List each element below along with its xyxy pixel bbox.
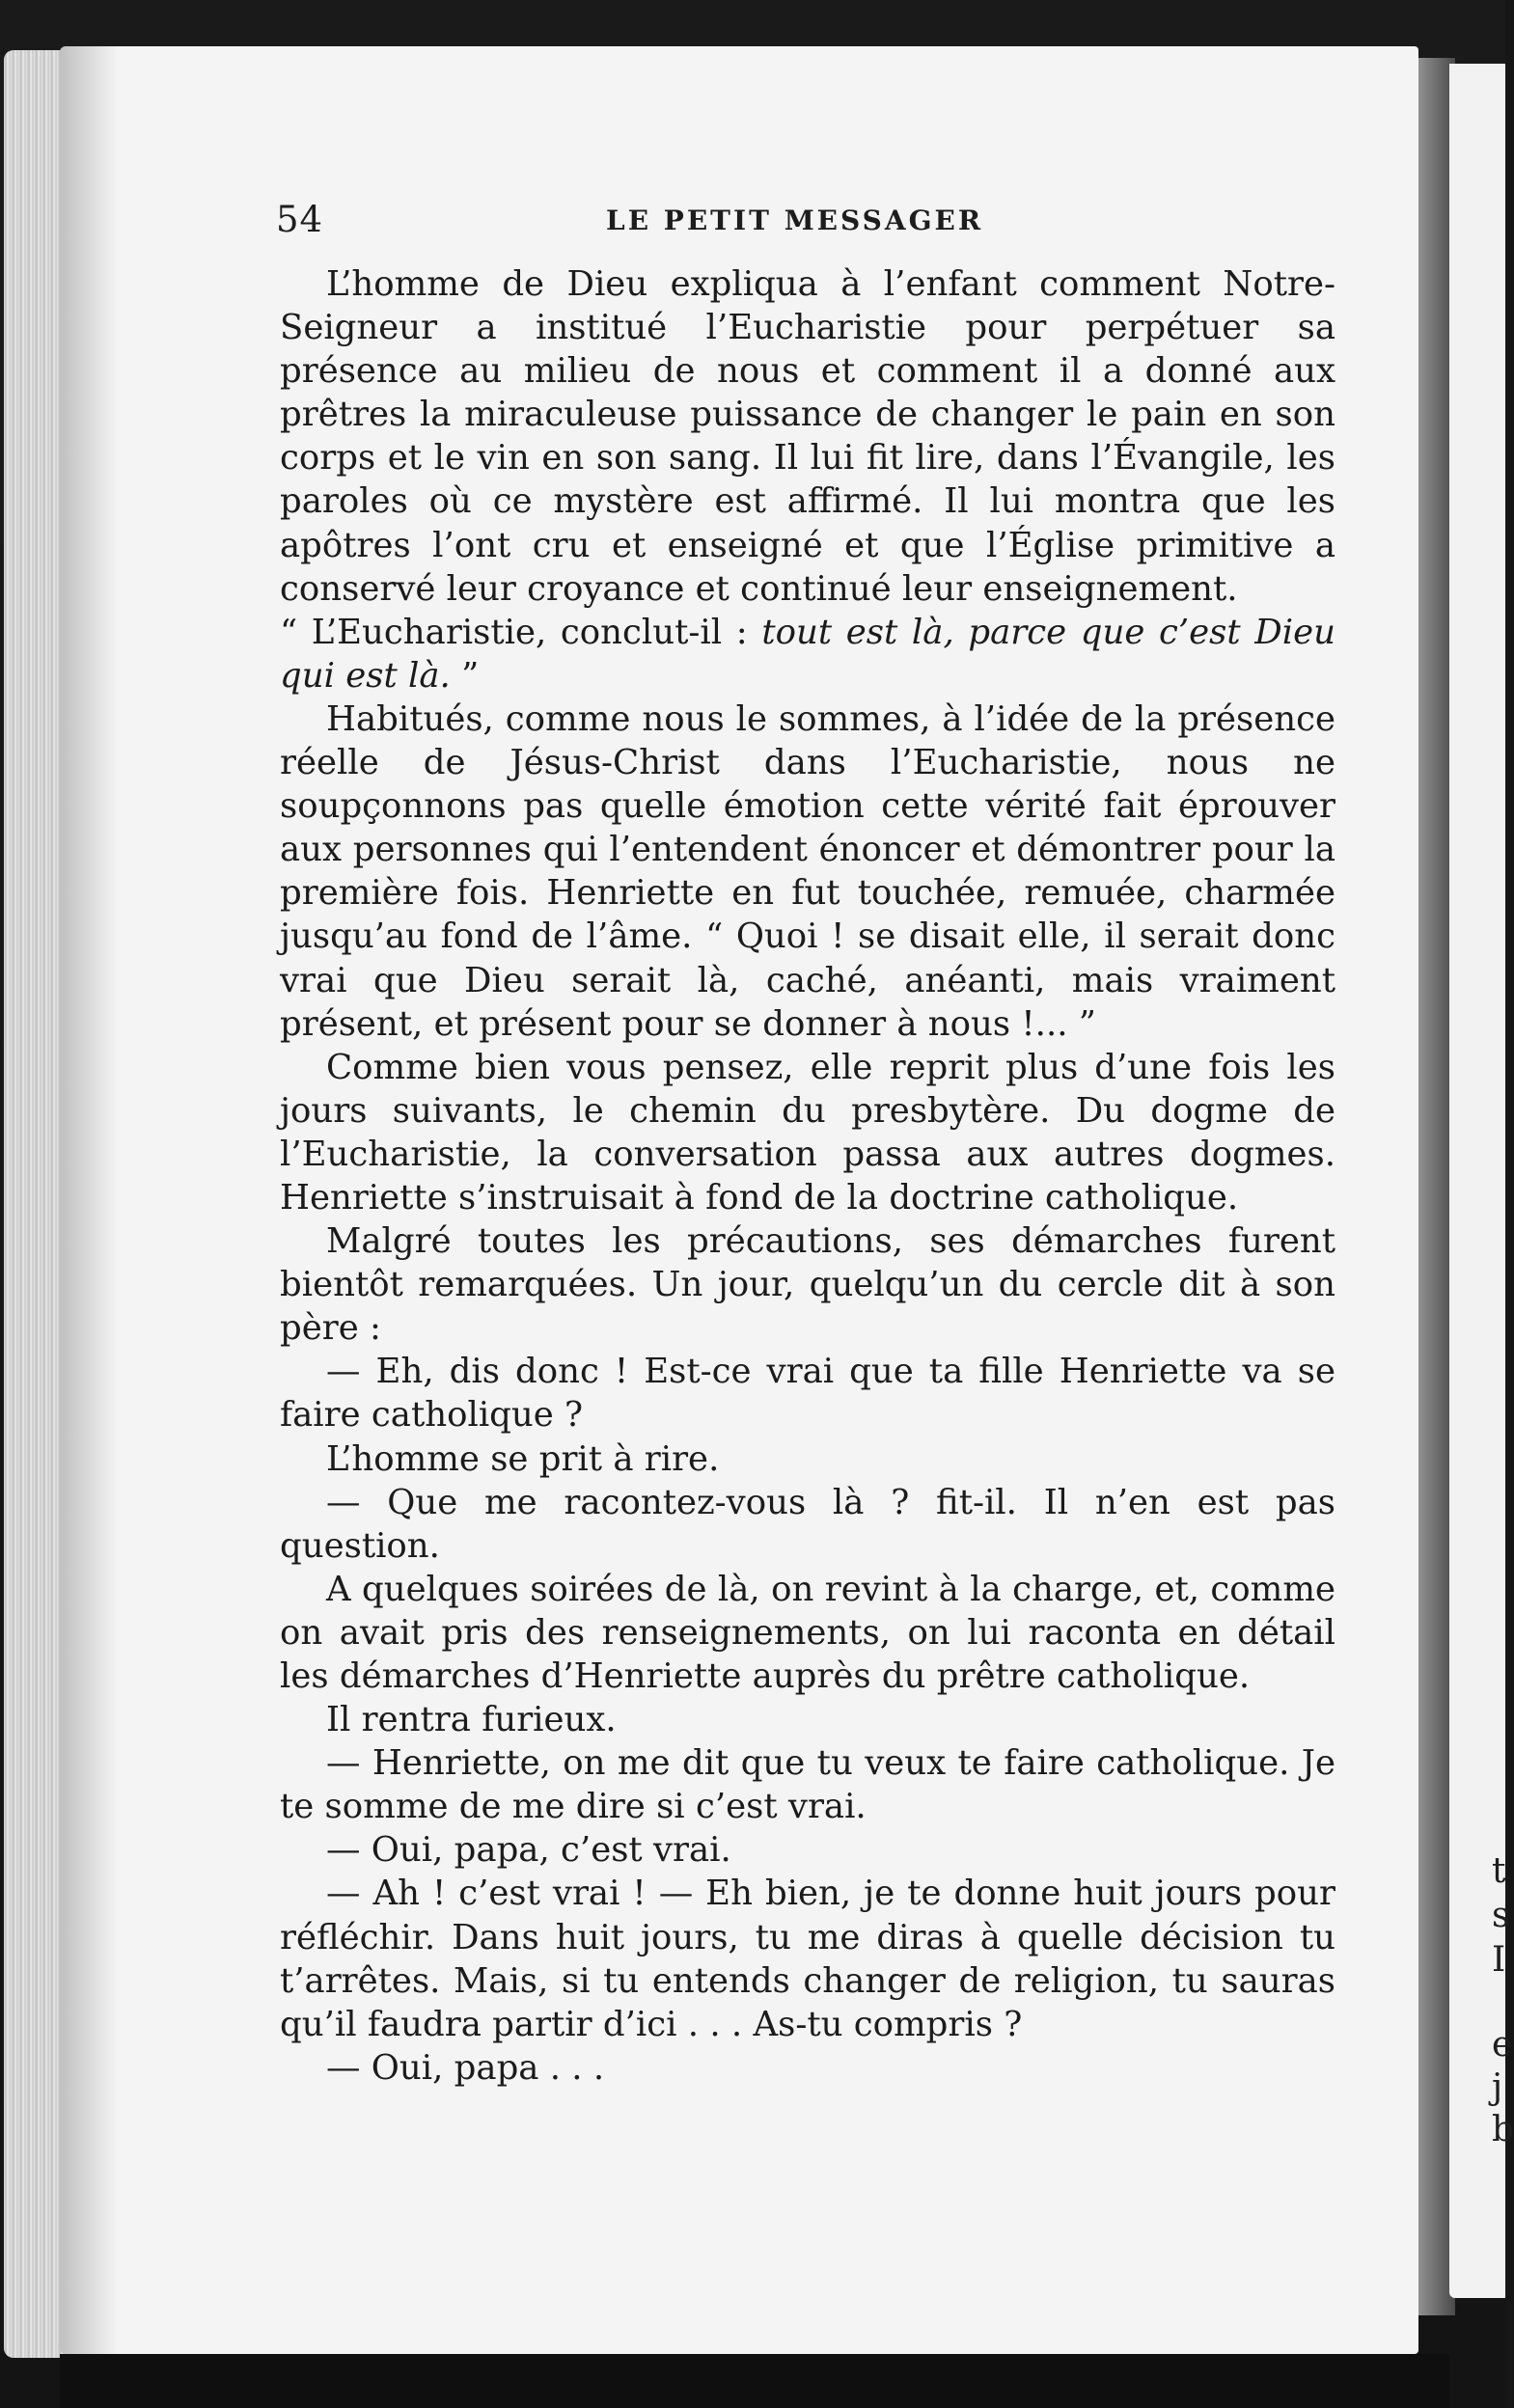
quote-paragraph (280, 611, 1335, 698)
body-text (280, 262, 1335, 2090)
bottom-scan-edge (60, 2354, 1449, 2408)
paragraph: Il rentra furieux. (326, 1700, 617, 1740)
page-shadow (60, 46, 118, 2354)
next-page-fragment: s (1492, 1896, 1510, 1935)
next-page-fragment: e (1492, 2025, 1513, 2065)
dialogue-line: — Oui, papa . . . (326, 2047, 605, 2088)
paragraph: Habitués, comme nous le sommes, à l’idée de la présence réelle de Jésus-Christ dans l’Eucharistie, nous ne soupçonnons pas quelle émotion cette vérité fait éprouver aux personnes qui l’entendent énoncer et démontrer pour la première fois. Henriette en fut touchée, remuée, charmée jusqu’au fond de l’âme. “ Quoi ! se disait elle, il serait donc vrai que Dieu serait là, caché, anéanti, mais vraiment présent, et présent pour se donner à nous !... ” (280, 698, 1335, 1044)
quote-italic: tout est là, parce que c’est Dieu qui est là. (280, 612, 1335, 696)
running-head: LE PETIT MESSAGER (606, 205, 984, 236)
paragraph: L’homme de Dieu expliqua à l’enfant comment Notre-Seigneur a institué l’Eucharistie pour perpétuer sa présence au milieu de nous et comment il a donné aux prêtres la miraculeuse puissance de changer le pain en son corps et le vin en son sang. Il lui fit lire, dans l’Évangile, les paroles où ce mystère est affirmé. Il lui montra que les apôtres l’ont cru et enseigné et que l’Église primitive a conservé leur croyance et continué leur enseignement. (280, 264, 1335, 609)
dialogue-line: — Oui, papa, c’est vrai. (326, 1830, 731, 1871)
page-header (276, 199, 1337, 247)
quote-lead: “ L’Eucharistie, conclut-il : (280, 612, 762, 652)
dialogue-line: — Ah ! c’est vrai ! — Eh bien, je te donne huit jours pour réfléchir. Dans huit jours, tu me diras à quelle décision tu t’arrêtes. Mais, si tu entends changer de religion, tu sauras qu’il faudra partir d’ici . . . As-tu compris ? (280, 1874, 1335, 2044)
dialogue-line: — Henriette, on me dit que tu veux te faire catholique. Je te somme de me dire si c’est vrai. (280, 1743, 1335, 1827)
paragraph: L’homme se prit à rire. (326, 1438, 720, 1479)
next-page-fragment: j (1492, 2067, 1503, 2107)
next-page-fragment: b (1492, 2110, 1514, 2149)
paragraph: A quelques soirées de là, on revint à la charge, et, comme on avait pris des renseignements, on lui raconta en détail les démarches d’Henriette auprès du prêtre catholique. (280, 1569, 1335, 1696)
next-page-fragment: I (1492, 1940, 1506, 1980)
page-number: 54 (276, 199, 324, 240)
dialogue-line: — Que me racontez-vous là ? fit-il. Il n’en est pas question. (280, 1482, 1335, 1566)
quote-tail: ” (450, 655, 480, 696)
dialogue-line: — Eh, dis donc ! Est-ce vrai que ta fille Henriette va se faire catholique ? (280, 1352, 1335, 1436)
paragraph: Comme bien vous pensez, elle reprit plus d’une fois les jours suivants, le chemin du presbytère. Du dogme de l’Eucharistie, la conversation passa aux autres dogmes. Henriette s’instruisait à fond de la doctrine catholique. (280, 1047, 1335, 1218)
paragraph: Malgré toutes les précautions, ses démarches furent bientôt remarquées. Un jour, quelqu’un du cercle dit à son père : (280, 1221, 1335, 1349)
next-page-sliver (1449, 64, 1514, 2298)
next-page-fragment: t (1492, 1851, 1506, 1891)
